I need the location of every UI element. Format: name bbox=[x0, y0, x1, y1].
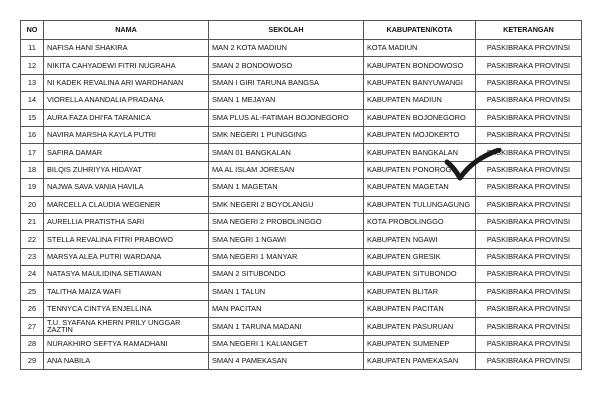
cell-sekolah: SMAN 2 BONDOWOSO bbox=[209, 57, 364, 74]
cell-kabupaten-kota: KABUPATEN SITUBONDO bbox=[364, 266, 476, 283]
table-row bbox=[21, 144, 582, 161]
cell-kabupaten-kota: KABUPATEN BLITAR bbox=[364, 283, 476, 300]
cell-nama: NI KADEK REVALINA ARI WARDHANAN bbox=[44, 74, 209, 91]
cell-keterangan: PASKIBRAKA PROVINSI bbox=[476, 318, 582, 335]
cell-kabupaten-kota: KABUPATEN BANGKALAN bbox=[364, 144, 476, 161]
cell-kabupaten-kota: KABUPATEN NGAWI bbox=[364, 231, 476, 248]
cell-sekolah: SMA NEGERI 1 KALIANGET bbox=[209, 335, 364, 352]
cell-keterangan: PASKIBRAKA PROVINSI bbox=[476, 266, 582, 283]
cell-sekolah: SMAN 4 PAMEKASAN bbox=[209, 353, 364, 370]
cell-keterangan: PASKIBRAKA PROVINSI bbox=[476, 144, 582, 161]
header-no: NO bbox=[21, 21, 44, 40]
table-row bbox=[21, 248, 582, 265]
table-row bbox=[21, 196, 582, 213]
cell-kabupaten-kota: KABUPATEN BONDOWOSO bbox=[364, 57, 476, 74]
cell-nama: AURA FAZA DHI'FA TARANICA bbox=[44, 109, 209, 126]
cell-kabupaten-kota: KOTA MADIUN bbox=[364, 40, 476, 57]
cell-nama: MARSYA ALEA PUTRI WARDANA bbox=[44, 248, 209, 265]
cell-kabupaten-kota: KABUPATEN TULUNGAGUNG bbox=[364, 196, 476, 213]
cell-nama: NAJWA SAVA VANIA HAVILA bbox=[44, 179, 209, 196]
cell-no: 19 bbox=[21, 179, 44, 196]
cell-keterangan: PASKIBRAKA PROVINSI bbox=[476, 248, 582, 265]
table-row bbox=[21, 109, 582, 126]
cell-no: 26 bbox=[21, 300, 44, 317]
cell-nama: SAFIRA DAMAR bbox=[44, 144, 209, 161]
table-row bbox=[21, 57, 582, 74]
header-keterangan: KETERANGAN bbox=[476, 21, 582, 40]
cell-sekolah: MAN 2 KOTA MADIUN bbox=[209, 40, 364, 57]
cell-kabupaten-kota: KABUPATEN SUMENEP bbox=[364, 335, 476, 352]
table-row bbox=[21, 266, 582, 283]
cell-kabupaten-kota: KABUPATEN MAGETAN bbox=[364, 179, 476, 196]
table-row bbox=[21, 92, 582, 109]
cell-kabupaten-kota: KABUPATEN BANYUWANGI bbox=[364, 74, 476, 91]
cell-kabupaten-kota: KABUPATEN MADIUN bbox=[364, 92, 476, 109]
cell-kabupaten-kota: KABUPATEN BOJONEGORO bbox=[364, 109, 476, 126]
table-body bbox=[21, 40, 582, 370]
table-row bbox=[21, 353, 582, 370]
cell-nama: ANA NABILA bbox=[44, 353, 209, 370]
cell-keterangan: PASKIBRAKA PROVINSI bbox=[476, 74, 582, 91]
cell-sekolah: SMA NEGRI 1 NGAWI bbox=[209, 231, 364, 248]
table-row bbox=[21, 179, 582, 196]
header-sekolah: SEKOLAH bbox=[209, 21, 364, 40]
table-row bbox=[21, 283, 582, 300]
cell-kabupaten-kota: KABUPATEN PASURUAN bbox=[364, 318, 476, 335]
cell-sekolah: SMA NEGERI 2 PROBOLINGGO bbox=[209, 213, 364, 230]
cell-kabupaten-kota: KABUPATEN MOJOKERTO bbox=[364, 126, 476, 143]
cell-no: 11 bbox=[21, 40, 44, 57]
cell-no: 28 bbox=[21, 335, 44, 352]
table-row bbox=[21, 318, 582, 335]
cell-sekolah: MA AL ISLAM JORESAN bbox=[209, 161, 364, 178]
cell-no: 29 bbox=[21, 353, 44, 370]
cell-no: 13 bbox=[21, 74, 44, 91]
header-kabupaten-kota: KABUPATEN/KOTA bbox=[364, 21, 476, 40]
table-row bbox=[21, 126, 582, 143]
cell-nama: TALITHA MAIZA WAFI bbox=[44, 283, 209, 300]
cell-keterangan: PASKIBRAKA PROVINSI bbox=[476, 335, 582, 352]
cell-nama: TENNYCA CINTYA ENJELLINA bbox=[44, 300, 209, 317]
participant-list bbox=[20, 20, 581, 370]
cell-no: 17 bbox=[21, 144, 44, 161]
cell-no: 14 bbox=[21, 92, 44, 109]
cell-keterangan: PASKIBRAKA PROVINSI bbox=[476, 161, 582, 178]
cell-sekolah: SMK NEGERI 2 BOYOLANGU bbox=[209, 196, 364, 213]
cell-nama: AURELLIA PRATISTHA SARI bbox=[44, 213, 209, 230]
cell-sekolah: SMAN 1 TARUNA MADANI bbox=[209, 318, 364, 335]
cell-no: 27 bbox=[21, 318, 44, 335]
cell-no: 16 bbox=[21, 126, 44, 143]
table-row bbox=[21, 300, 582, 317]
cell-nama: NAFISA HANI SHAKIRA bbox=[44, 40, 209, 57]
table-row bbox=[21, 335, 582, 352]
cell-keterangan: PASKIBRAKA PROVINSI bbox=[476, 196, 582, 213]
table-row bbox=[21, 213, 582, 230]
cell-keterangan: PASKIBRAKA PROVINSI bbox=[476, 92, 582, 109]
cell-keterangan: PASKIBRAKA PROVINSI bbox=[476, 213, 582, 230]
cell-sekolah: SMA NEGERI 1 MANYAR bbox=[209, 248, 364, 265]
cell-kabupaten-kota: KABUPATEN PONOROGO bbox=[364, 161, 476, 178]
cell-no: 22 bbox=[21, 231, 44, 248]
cell-no: 18 bbox=[21, 161, 44, 178]
cell-no: 25 bbox=[21, 283, 44, 300]
cell-keterangan: PASKIBRAKA PROVINSI bbox=[476, 283, 582, 300]
cell-sekolah: MAN PACITAN bbox=[209, 300, 364, 317]
cell-keterangan: PASKIBRAKA PROVINSI bbox=[476, 231, 582, 248]
cell-kabupaten-kota: KABUPATEN PAMEKASAN bbox=[364, 353, 476, 370]
table-row bbox=[21, 74, 582, 91]
cell-sekolah: SMAN 1 MAGETAN bbox=[209, 179, 364, 196]
cell-kabupaten-kota: KABUPATEN PACITAN bbox=[364, 300, 476, 317]
table-row bbox=[21, 231, 582, 248]
cell-keterangan: PASKIBRAKA PROVINSI bbox=[476, 40, 582, 57]
cell-nama: VIORELLA ANANDALIA PRADANA bbox=[44, 92, 209, 109]
cell-sekolah: SMAN I GIRI TARUNA BANGSA bbox=[209, 74, 364, 91]
cell-nama: NATASYA MAULIDINA SETIAWAN bbox=[44, 266, 209, 283]
cell-no: 15 bbox=[21, 109, 44, 126]
cell-keterangan: PASKIBRAKA PROVINSI bbox=[476, 353, 582, 370]
cell-nama: MARCELLA CLAUDIA WEGENER bbox=[44, 196, 209, 213]
cell-sekolah: SMAN 1 TALUN bbox=[209, 283, 364, 300]
cell-nama: T.U. SYAFANA KHERN PRILY UNGGAR ZAZTIN bbox=[44, 318, 209, 335]
cell-keterangan: PASKIBRAKA PROVINSI bbox=[476, 179, 582, 196]
table-row bbox=[21, 40, 582, 57]
cell-keterangan: PASKIBRAKA PROVINSI bbox=[476, 126, 582, 143]
cell-keterangan: PASKIBRAKA PROVINSI bbox=[476, 109, 582, 126]
cell-nama: STELLA REVALINA FITRI PRABOWO bbox=[44, 231, 209, 248]
cell-no: 21 bbox=[21, 213, 44, 230]
cell-keterangan: PASKIBRAKA PROVINSI bbox=[476, 300, 582, 317]
cell-nama: BILQIS ZUHRIYYA HIDAYAT bbox=[44, 161, 209, 178]
cell-nama: NAVIRA MARSHA KAYLA PUTRI bbox=[44, 126, 209, 143]
cell-no: 23 bbox=[21, 248, 44, 265]
participant-table bbox=[20, 20, 582, 370]
cell-no: 12 bbox=[21, 57, 44, 74]
cell-sekolah: SMAN 1 MEJAYAN bbox=[209, 92, 364, 109]
table-row bbox=[21, 161, 582, 178]
table-header-row bbox=[21, 21, 582, 40]
cell-no: 24 bbox=[21, 266, 44, 283]
cell-nama: NURAKHIRO SEFTYA RAMADHANI bbox=[44, 335, 209, 352]
cell-sekolah: SMK NEGERI 1 PUNGGING bbox=[209, 126, 364, 143]
cell-sekolah: SMAN 2 SITUBONDO bbox=[209, 266, 364, 283]
cell-keterangan: PASKIBRAKA PROVINSI bbox=[476, 57, 582, 74]
cell-kabupaten-kota: KOTA PROBOLINGGO bbox=[364, 213, 476, 230]
cell-sekolah: SMA PLUS AL-FATIMAH BOJONEGORO bbox=[209, 109, 364, 126]
cell-nama: NIKITA CAHYADEWI FITRI NUGRAHA bbox=[44, 57, 209, 74]
cell-kabupaten-kota: KABUPATEN GRESIK bbox=[364, 248, 476, 265]
cell-no: 20 bbox=[21, 196, 44, 213]
header-nama: NAMA bbox=[44, 21, 209, 40]
cell-sekolah: SMAN 01 BANGKALAN bbox=[209, 144, 364, 161]
